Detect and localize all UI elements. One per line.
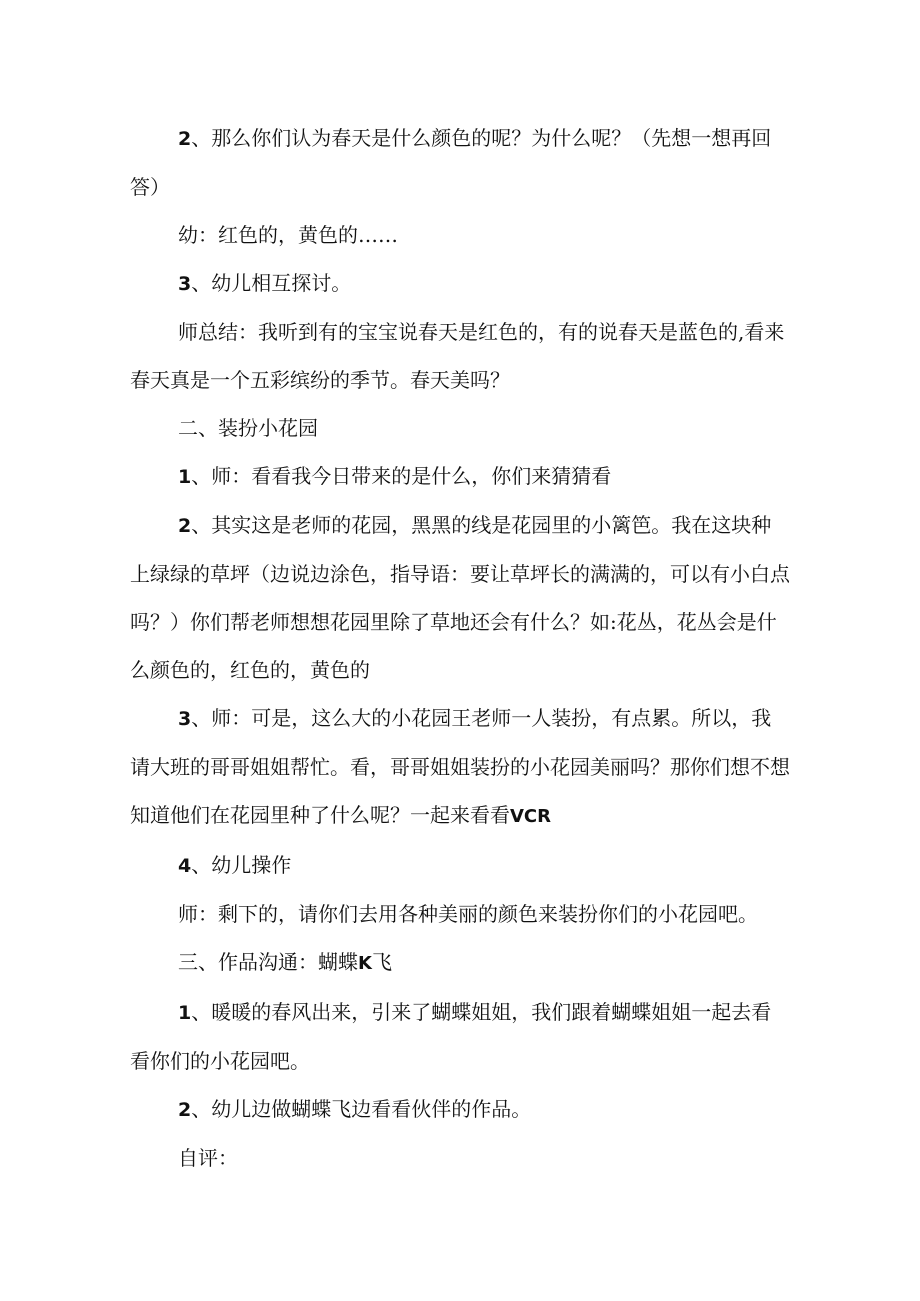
paragraph-text: 、幼儿操作 bbox=[191, 853, 292, 877]
paragraph-text: 师：剩下的，请你们去用各种美丽的颜色来装扮你们的小花园吧。 bbox=[178, 902, 758, 926]
paragraph-14 bbox=[130, 1134, 790, 1182]
paragraph-text: 、其实这是老师的花园，黑黑的线是花园里的小篱笆。我在这块种上绿绿的草坪（边说边涂色，指导语：要让草坪长的满满的，可以有小白点吗？）你们帮老师想想花园里除了草地还会有什么？如:花丛，花丛会是什么颜色的，红色的，黄色的 bbox=[130, 513, 790, 682]
paragraph-text: 、师：可是，这么大的小花园王老师一人装扮，有点累。所以，我请大班的哥哥姐姐帮忙。看，哥哥姐姐装扮的小花园美丽吗？那你们想不想知道他们在花园里种了什么呢？一起来看看 bbox=[130, 706, 790, 827]
paragraph-8 bbox=[130, 694, 790, 841]
paragraph-6 bbox=[130, 452, 790, 501]
item-number: 3 bbox=[178, 708, 192, 730]
paragraph-text: 自评： bbox=[178, 1146, 238, 1170]
section-heading-latin: K bbox=[358, 953, 372, 974]
section-heading-end: 飞 bbox=[371, 950, 392, 974]
paragraph-text: 、那么你们认为春天是什么颜色的呢？为什么呢？（先想一想再回答） bbox=[130, 126, 772, 199]
item-number: 2 bbox=[178, 515, 192, 537]
paragraph-text: 、幼儿边做蝴蝶飞边看看伙伴的作品。 bbox=[191, 1097, 532, 1121]
paragraph-text: 、师：看看我今日带来的是什么，你们来猜猜看 bbox=[191, 464, 612, 488]
item-number: 1 bbox=[178, 1002, 192, 1024]
paragraph-9 bbox=[130, 841, 790, 890]
paragraph-1 bbox=[130, 114, 790, 211]
item-number: 2 bbox=[178, 1099, 192, 1121]
section-heading-text: 三、作品沟通：蝴蝶 bbox=[178, 950, 358, 974]
paragraph-3 bbox=[130, 259, 790, 308]
item-number: 4 bbox=[178, 855, 192, 877]
paragraph-10 bbox=[130, 890, 790, 938]
item-number: 2 bbox=[178, 128, 192, 150]
paragraph-12 bbox=[130, 988, 790, 1085]
paragraph-text: 、暖暖的春风出来，引来了蝴蝶姐姐，我们跟着蝴蝶姐姐一起去看看你们的小花园吧。 bbox=[130, 1000, 772, 1073]
paragraph-7 bbox=[130, 501, 790, 694]
document-body bbox=[130, 114, 790, 1182]
item-number: 1 bbox=[178, 466, 192, 488]
section-heading-text: 二、装扮小花园 bbox=[178, 416, 318, 440]
paragraph-text: 、幼儿相互探讨。 bbox=[191, 271, 352, 295]
paragraph-text: 师总结：我听到有的宝宝说春天是红色的，有的说春天是蓝色的,看来春天真是一个五彩缤纷的季节。春天美吗？ bbox=[130, 320, 785, 392]
section-heading-3 bbox=[130, 938, 790, 988]
paragraph-2 bbox=[130, 211, 790, 259]
paragraph-13 bbox=[130, 1085, 790, 1134]
vcr-text: VCR bbox=[510, 806, 552, 827]
section-heading-2 bbox=[130, 404, 790, 452]
paragraph-text: 幼：红色的，黄色的…… bbox=[178, 223, 398, 247]
paragraph-4 bbox=[130, 308, 790, 404]
item-number: 3 bbox=[178, 273, 192, 295]
